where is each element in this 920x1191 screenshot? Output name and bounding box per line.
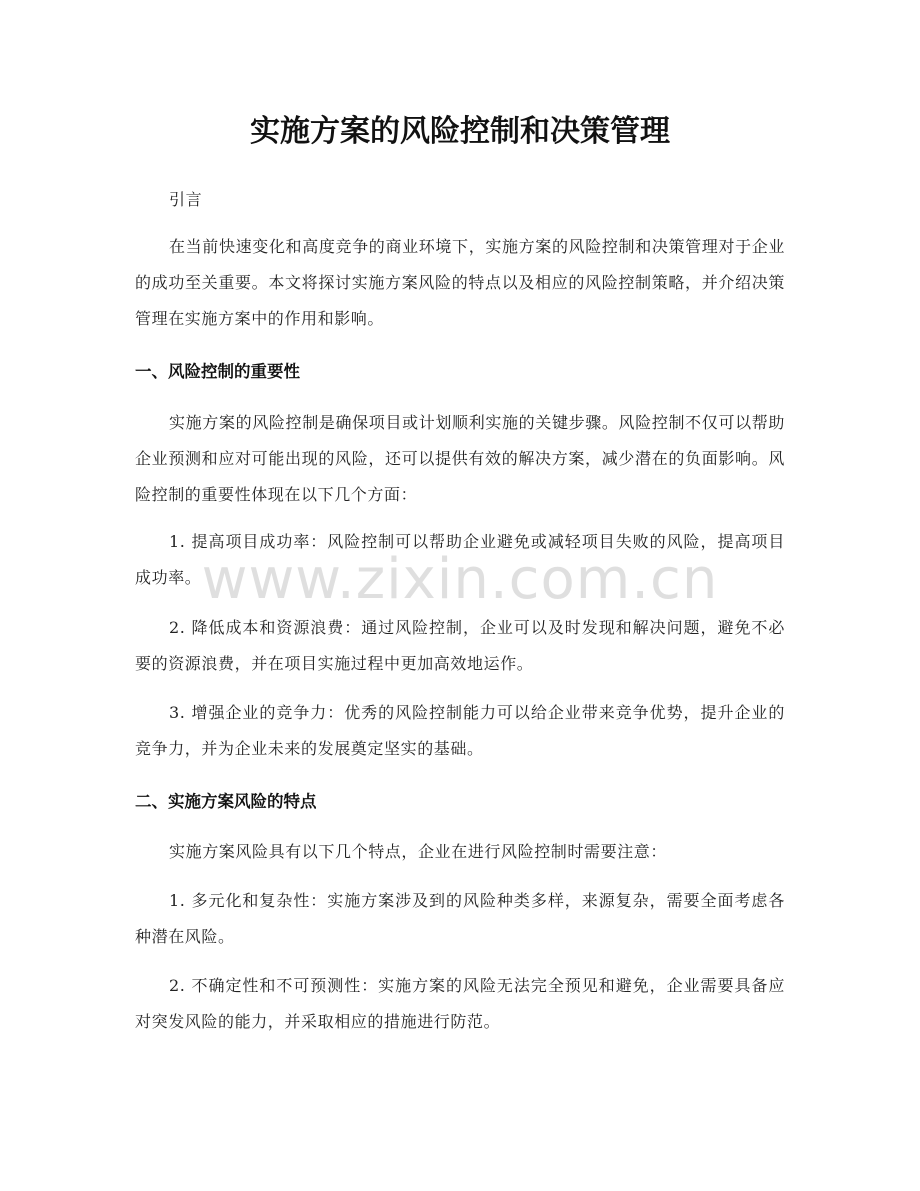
intro-label: 引言: [169, 190, 203, 209]
section-heading-1: 一、风险控制的重要性: [135, 362, 300, 381]
section-1-paragraph-1: 实施方案的风险控制是确保项目或计划顺利实施的关键步骤。风险控制不仅可以帮助企业预测和应对可能出现的风险，还可以提供有效的解决方案，减少潜在的负面影响。风险控制的重要性体现在以下几个方面：: [135, 413, 785, 504]
section-1-list-item-1: 1. 提高项目成功率：风险控制可以帮助企业避免或减轻项目失败的风险，提高项目成功率。: [135, 532, 785, 587]
section-2-list-item-1: 1. 多元化和复杂性：实施方案涉及到的风险种类多样，来源复杂，需要全面考虑各种潜在风险。: [135, 891, 785, 946]
intro-paragraph: 在当前快速变化和高度竞争的商业环境下，实施方案的风险控制和决策管理对于企业的成功至关重要。本文将探讨实施方案风险的特点以及相应的风险控制策略，并介绍决策管理在实施方案中的作用和影响。: [135, 237, 785, 328]
section-1-list-item-2: 2. 降低成本和资源浪费：通过风险控制，企业可以及时发现和解决问题，避免不必要的资源浪费，并在项目实施过程中更加高效地运作。: [135, 618, 785, 673]
section-2-paragraph-1: 实施方案风险具有以下几个特点，企业在进行风险控制时需要注意：: [169, 842, 668, 861]
section-1-list-item-3: 3. 增强企业的竞争力：优秀的风险控制能力可以给企业带来竞争优势，提升企业的竞争力，并为企业未来的发展奠定坚实的基础。: [135, 703, 785, 758]
section-2-list-item-2: 2. 不确定性和不可预测性：实施方案的风险无法完全预见和避免，企业需要具备应对突发风险的能力，并采取相应的措施进行防范。: [135, 976, 785, 1031]
section-heading-2: 二、实施方案风险的特点: [135, 792, 317, 811]
document-title: 实施方案的风险控制和决策管理: [250, 114, 670, 149]
watermark-text: www.zixin.com.cn: [201, 547, 719, 612]
